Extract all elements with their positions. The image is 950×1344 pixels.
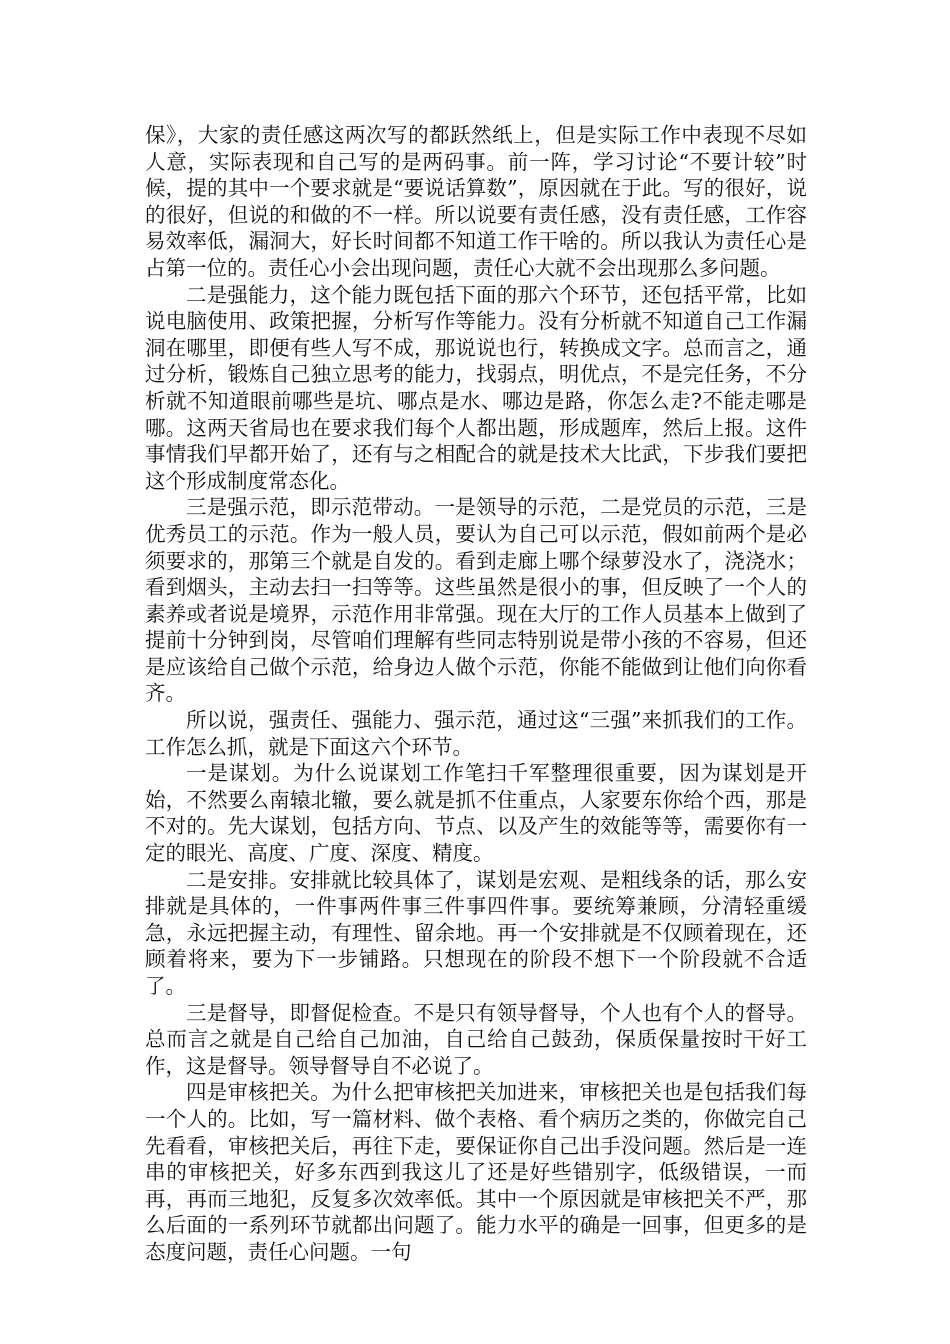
document-body xyxy=(145,122,807,1266)
paragraph-8: 四是审核把关。为什么把审核把关加进来，审核把关也是包括我们每一个人的。比如，写一篇材料、做个表格、看个病历之类的，你做完自己先看看，审核把关后，再往下走，要保证你自己出手没问题。然后是一连串的审核把关，好多东西到我这儿了还是好些错别字，低级错误，一而再，再而三地犯，反复多次效率低。其中一个原因就是审核把关不严，那么后面的一系列环节就都出问题了。能力水平的确是一回事，但更多的是态度问题，责任心问题。一句 xyxy=(145,1080,807,1264)
paragraph-6: 二是安排。安排就比较具体了，谋划是宏观、是粗线条的话，那么安排就是具体的，一件事两件事三件事四件事。要统筹兼顾，分清轻重缓急，永远把握主动，有理性、留余地。再一个安排就是不仅顾着现在，还顾着将来，要为下一步铺路。只想现在的阶段不想下一个阶段就不合适了。 xyxy=(145,867,807,998)
paragraph-3: 三是强示范，即示范带动。一是领导的示范，二是党员的示范，三是优秀员工的示范。作为一般人员，要认为自己可以示范，假如前两个是必须要求的，那第三个就是自发的。看到走廊上哪个绿萝没水了，浇浇水；看到烟头，主动去扫一扫等等。这些虽然是很小的事，但反映了一个人的素养或者说是境界，示范作用非常强。现在大厅的工作人员基本上做到了提前十分钟到岗，尽管咱们理解有些同志特别说是带小孩的不容易，但还是应该给自己做个示范，给身边人做个示范，你能不能做到让他们向你看齐。 xyxy=(145,495,807,706)
paragraph-4: 所以说，强责任、强能力、强示范，通过这“三强”来抓我们的工作。工作怎么抓，就是下面这六个环节。 xyxy=(145,708,807,759)
paragraph-5: 一是谋划。为什么说谋划工作笔扫千军整理很重要，因为谋划是开始，不然要么南辕北辙，要么就是抓不住重点，人家要东你给个西，那是不对的。先大谋划，包括方向、节点、以及产生的效能等等，需要你有一定的眼光、高度、广度、深度、精度。 xyxy=(145,761,807,866)
paragraph-1: 保》，大家的责任感这两次写的都跃然纸上，但是实际工作中表现不尽如人意，实际表现和自己写的是两码事。前一阵，学习讨论“不要计较”时候，提的其中一个要求就是“要说话算数”，原因就在于此。写的很好，说的很好，但说的和做的不一样。所以说要有责任感，没有责任感，工作容易效率低，漏洞大，好长时间都不知道工作干啥的。所以我认为责任心是占第一位的。责任心小会出现问题，责任心大就不会出现那么多问题。 xyxy=(145,123,807,280)
paragraph-2: 二是强能力，这个能力既包括下面的那六个环节，还包括平常，比如说电脑使用、政策把握，分析写作等能力。没有分析就不知道自己工作漏洞在哪里，即便有些人写不成，那说说也行，转换成文字。总而言之，通过分析，锻炼自己独立思考的能力，找弱点，明优点，不是完任务，不分析就不知道眼前哪些是坑、哪点是水、哪边是路，你怎么走?不能走哪是哪。这两天省局也在要求我们每个人都出题，形成题库，然后上报。这件事情我们早都开始了，还有与之相配合的就是技术大比武，下步我们要把这个形成制度常态化。 xyxy=(145,282,807,493)
paragraph-7: 三是督导，即督促检查。不是只有领导督导，个人也有个人的督导。总而言之就是自己给自己加油，自己给自己鼓劲，保质保量按时干好工作，这是督导。领导督导自不必说了。 xyxy=(145,1000,807,1078)
